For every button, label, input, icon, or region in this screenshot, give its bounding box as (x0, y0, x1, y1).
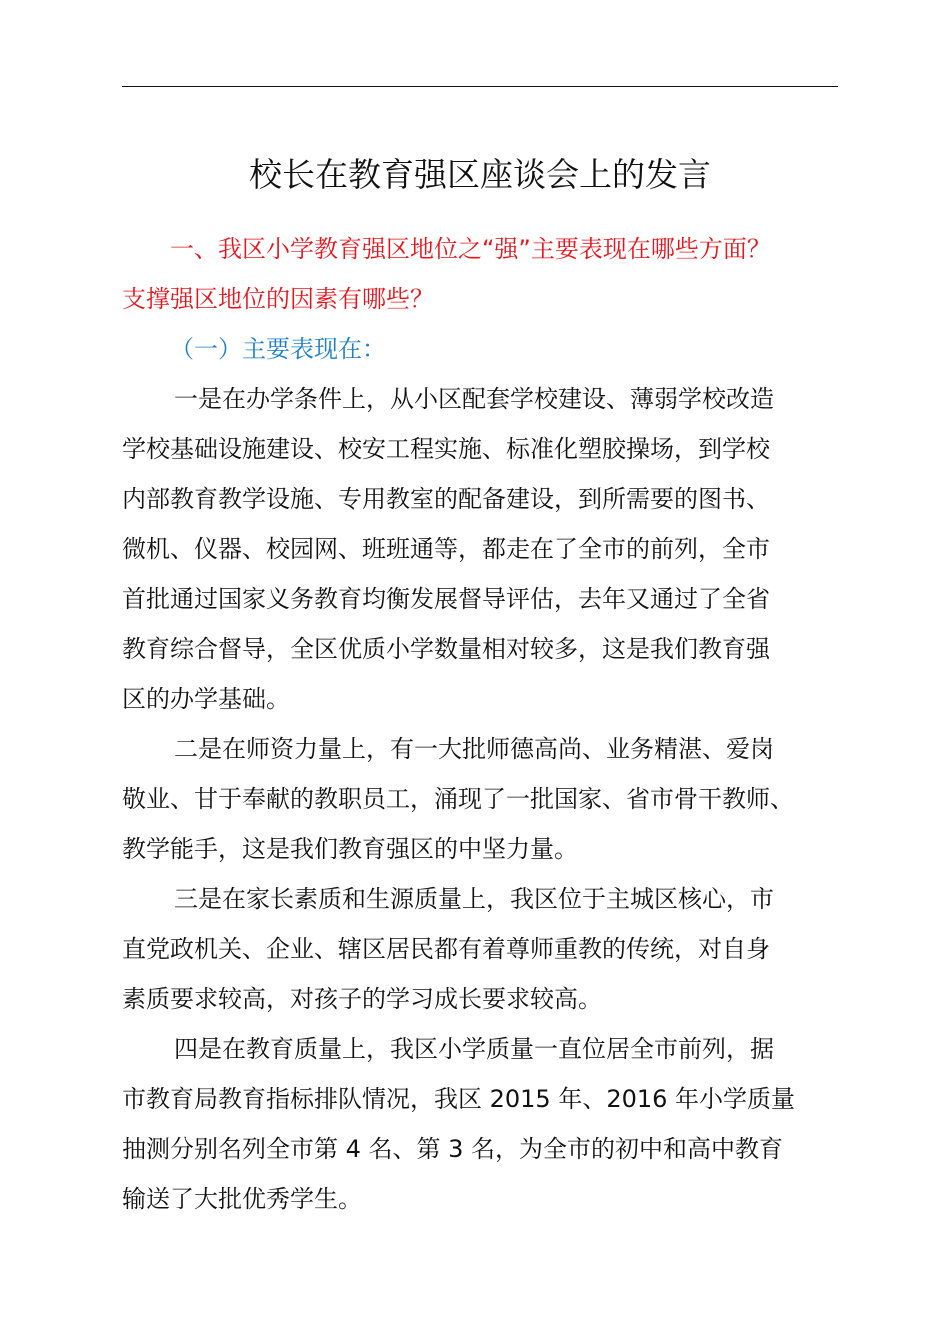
paragraph-line: 三是在家长素质和生源质量上，我区位于主城区核心，市 (174, 885, 774, 913)
paragraph-line: 内部教育教学设施、专用教室的配备建设，到所需要的图书、 (122, 485, 770, 513)
paragraph-line: 首批通过国家义务教育均衡发展督导评估，去年又通过了全省 (122, 585, 770, 613)
paragraph-line: 区的办学基础。 (122, 685, 290, 713)
document-title: 校长在教育强区座谈会上的发言 (249, 155, 711, 194)
paragraph-line: 教学能手，这是我们教育强区的中坚力量。 (122, 835, 578, 863)
paragraph-3 (122, 874, 838, 1024)
paragraph-line: 市教育局教育指标排队情况，我区 2015 年、2016 年小学质量 (122, 1085, 796, 1113)
paragraph-line: 敬业、甘于奉献的教职员工，涌现了一批国家、省市骨干教师、 (122, 785, 794, 813)
paragraph-line: 输送了大批优秀学生。 (122, 1185, 362, 1213)
paragraph-line: 素质要求较高，对孩子的学习成长要求较高。 (122, 985, 602, 1013)
paragraph-line: 教育综合督导，全区优质小学数量相对较多，这是我们教育强 (122, 635, 770, 663)
paragraph-2 (122, 724, 838, 874)
heading-line: 支撑强区地位的因素有哪些？ (122, 285, 434, 313)
paragraph-4 (122, 1024, 838, 1224)
subsection-heading-1 (122, 324, 838, 374)
paragraph-line: 直党政机关、企业、辖区居民都有着尊师重教的传统，对自身 (122, 935, 770, 963)
paragraph-line: 四是在教育质量上，我区小学质量一直位居全市前列，据 (174, 1035, 774, 1063)
paragraph-line: 抽测分别名列全市第 4 名、第 3 名，为全市的初中和高中教育 (122, 1135, 784, 1163)
header-rule (122, 86, 838, 87)
paragraph-1 (122, 374, 838, 724)
paragraph-line: 学校基础设施建设、校安工程实施、标准化塑胶操场，到学校 (122, 435, 770, 463)
paragraph-line: 微机、仪器、校园网、班班通等，都走在了全市的前列，全市 (122, 535, 770, 563)
section-heading-1 (122, 224, 838, 324)
subheading-line: （一）主要表现在： (170, 335, 386, 363)
paragraph-line: 一是在办学条件上，从小区配套学校建设、薄弱学校改造 (174, 385, 774, 413)
heading-line: 一、我区小学教育强区地位之“强”主要表现在哪些方面？ (170, 235, 771, 263)
paragraph-line: 二是在师资力量上，有一大批师德高尚、业务精湛、爱岗 (174, 735, 774, 763)
